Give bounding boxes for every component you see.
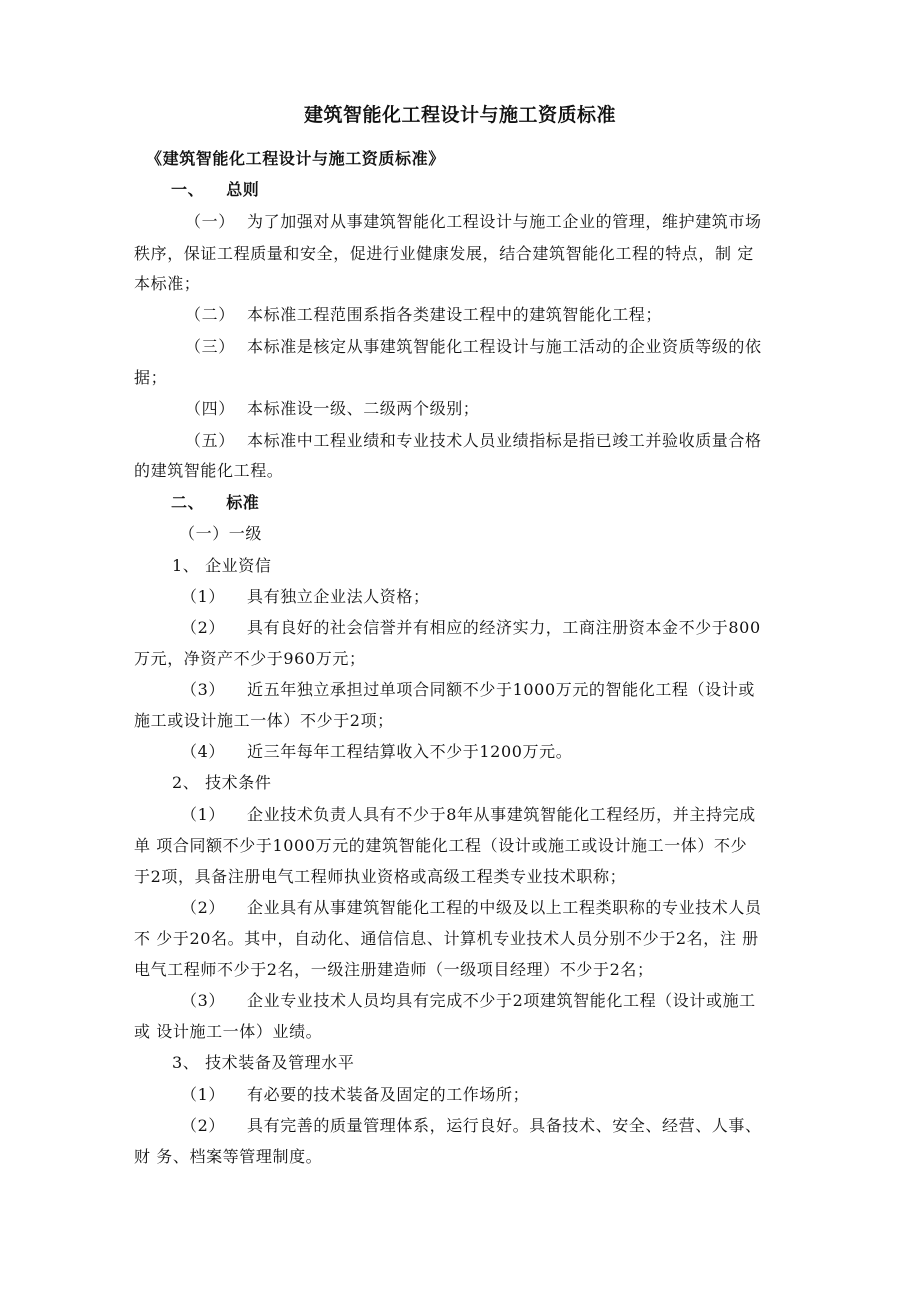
clause-1-line-3: 本标准； (134, 274, 201, 293)
credit-item-2-line-2: 万元，净资产不少于960万元； (134, 649, 366, 668)
clause-3-line-2: 据； (134, 368, 168, 387)
item-mark: （2） (181, 1116, 225, 1135)
clause-4-line-1: （四） 本标准设一级、二级两个级别； (185, 397, 479, 421)
item-mark: （1） (181, 805, 225, 824)
clause-mark: （四） (185, 399, 235, 418)
clause-3-line-1: （三） 本标准是核定从事建筑智能化工程设计与施工活动的企业资质等级的依 (185, 335, 762, 359)
credit-item-3-line-1: （3） 近五年独立承担过单项合同额不少于1000万元的智能化工程（设计或 (181, 678, 755, 702)
tech-item-3-line-2: 或 设计施工一体）业绩。 (134, 1022, 323, 1041)
section-title: 总则 (226, 180, 260, 199)
section-number: 一、 (171, 180, 205, 199)
subsection-heading-equipment: 3、 技术装备及管理水平 (172, 1053, 355, 1072)
tech-item-1-line-2: 单 项合同额不少于1000万元的建筑智能化工程（设计或施工或设计施工一体）不少 (134, 836, 748, 855)
clause-mark: （五） (185, 431, 235, 450)
clause-2-line-1: （二） 本标准工程范围系指各类建设工程中的建筑智能化工程； (185, 303, 662, 327)
tech-item-2-line-3: 电气工程师不少于2名，一级注册建造师（一级项目经理）不少于2名； (134, 960, 654, 979)
section-number: 二、 (171, 493, 205, 512)
item-mark: （1） (181, 1085, 225, 1104)
subsection-heading-credit: 1、 企业资信 (172, 556, 272, 575)
tech-item-3-line-1: （3） 企业专业技术人员均具有完成不少于2项建筑智能化工程（设计或施工 (181, 989, 756, 1013)
section-heading-general (171, 178, 259, 202)
equipment-item-1: （1） 有必要的技术装备及固定的工作场所； (181, 1083, 529, 1107)
tech-item-2-line-1: （2） 企业具有从事建筑智能化工程的中级及以上工程类职称的专业技术人员 (181, 896, 762, 920)
tech-item-2-line-2: 不 少于20名。其中，自动化、通信信息、计算机专业技术人员分别不少于2名，注 册 (134, 929, 759, 948)
equipment-item-2-line-1: （2） 具有完善的质量管理体系，运行良好。具备技术、安全、经营、人事、 (181, 1114, 762, 1138)
item-mark: （4） (181, 742, 225, 761)
tech-item-1-line-1: （1） 企业技术负责人具有不少于8年从事建筑智能化工程经历，并主持完成 (181, 803, 756, 827)
grade-heading: （一）一级 (179, 524, 263, 543)
item-mark: （2） (181, 618, 225, 637)
credit-item-3-line-2: 施工或设计施工一体）不少于2项； (134, 711, 394, 730)
clause-5-line-1: （五） 本标准中工程业绩和专业技术人员业绩指标是指已竣工并验收质量合格 (185, 429, 762, 453)
credit-item-4: （4） 近三年每年工程结算收入不少于1200万元。 (181, 740, 572, 764)
equipment-item-2-line-2: 财 务、档案等管理制度。 (134, 1147, 323, 1166)
section-title: 标准 (226, 493, 260, 512)
clause-mark: （一） (185, 212, 235, 231)
clause-mark: （三） (185, 337, 235, 356)
clause-mark: （二） (185, 305, 235, 324)
item-mark: （3） (181, 680, 225, 699)
tech-item-1-line-3: 于2项，具备注册电气工程师执业资格或高级工程类专业技术职称； (134, 867, 627, 886)
section-heading-standard (171, 491, 259, 515)
item-mark: （1） (181, 587, 225, 606)
clause-5-line-2: 的建筑智能化工程。 (134, 461, 284, 480)
clause-1-line-2: 秩序，保证工程质量和安全，促进行业健康发展，结合建筑智能化工程的特点，制 定 (134, 244, 754, 263)
document-title: 建筑智能化工程设计与施工资质标准 (303, 104, 616, 126)
document-subtitle: 《建筑智能化工程设计与施工资质标准》 (146, 149, 445, 168)
credit-item-1: （1） 具有独立企业法人资格； (181, 585, 430, 609)
item-mark: （3） (181, 991, 225, 1010)
credit-item-2-line-1: （2） 具有良好的社会信誉并有相应的经济实力，工商注册资本金不少于800 (181, 616, 761, 640)
item-mark: （2） (181, 898, 225, 917)
subsection-heading-technical: 2、 技术条件 (172, 773, 272, 792)
clause-1-line-1: （一） 为了加强对从事建筑智能化工程设计与施工企业的管理，维护建筑市场 (185, 210, 762, 234)
